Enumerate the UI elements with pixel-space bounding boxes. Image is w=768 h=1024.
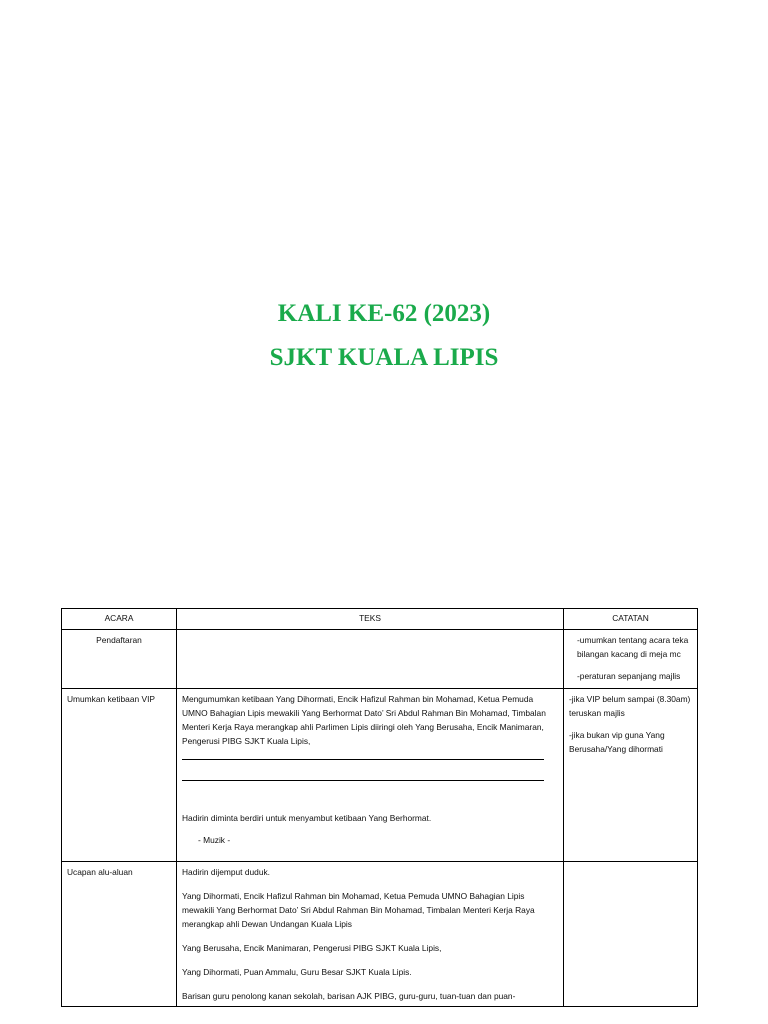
title-line-1: KALI KE-62 (2023)	[277, 300, 491, 327]
teks-paragraph: Mengumumkan ketibaan Yang Dihormati, Encik Hafizul Rahman bin Mohamad, Ketua Pemuda UMNO Bahagian Lipis mewakili Yang Berhormat Dato’ Sri Abdul Rahman Bin Mohamad, Timbalan Menteri Kerja Raya merangkap ahli Parlimen Lipis diiringi oleh Yang Berusaha, Encik Manimaran, Pengerusi PIBG SJKT Kuala Lipis,	[182, 694, 546, 746]
table-row	[62, 689, 698, 862]
title-line-2: SJKT KUALA LIPIS	[269, 344, 499, 371]
catatan-note: -jika bukan vip guna Yang Berusaha/Yang dihormati	[569, 730, 665, 754]
header-acara: ACARA	[62, 609, 177, 630]
catatan-cell	[564, 862, 698, 1007]
document-title	[0, 292, 768, 380]
catatan-note: -jika VIP belum sampai (8.30am) teruskan majlis	[569, 694, 691, 718]
header-catatan: CATATAN	[564, 609, 698, 630]
teks-paragraph: Barisan guru penolong kanan sekolah, barisan AJK PIBG, guru-guru, tuan-tuan dan puan-	[182, 991, 516, 1001]
catatan-note: -peraturan sepanjang majlis	[577, 671, 681, 681]
table-header-row	[62, 609, 698, 630]
header-teks: TEKS	[177, 609, 564, 630]
fill-in-line	[182, 748, 544, 760]
acara-cell: Umumkan ketibaan VIP	[62, 689, 177, 862]
teks-paragraph: Yang Dihormati, Encik Hafizul Rahman bin Mohamad, Ketua Pemuda UMNO Bahagian Lipis mewakili Yang Berhormat Dato’ Sri Abdul Rahman Bin Mohamad, Timbalan Menteri Kerja Raya merangkap ahli Dewan Undangan Kuala Lipis	[182, 891, 535, 929]
acara-cell: Pendaftaran	[62, 630, 177, 689]
catatan-cell	[564, 689, 698, 862]
table-row	[62, 862, 698, 1007]
teks-cell	[177, 862, 564, 1007]
teks-cell	[177, 689, 564, 862]
catatan-note: -umumkan tentang acara teka bilangan kacang di meja mc	[577, 635, 689, 659]
teks-cell	[177, 630, 564, 689]
teks-paragraph: Yang Dihormati, Puan Ammalu, Guru Besar SJKT Kuala Lipis.	[182, 967, 412, 977]
teks-paragraph: Hadirin diminta berdiri untuk menyambut ketibaan Yang Berhormat.	[182, 813, 432, 823]
catatan-cell	[564, 630, 698, 689]
teks-muzik-cue: - Muzik -	[198, 835, 231, 845]
table-row	[62, 630, 698, 689]
acara-cell: Ucapan alu-aluan	[62, 862, 177, 1007]
teks-paragraph: Yang Berusaha, Encik Manimaran, Pengerusi PIBG SJKT Kuala Lipis,	[182, 943, 442, 953]
event-rundown-table	[61, 608, 698, 1007]
fill-in-line	[182, 760, 544, 781]
teks-paragraph: Hadirin dijemput duduk.	[182, 867, 270, 877]
